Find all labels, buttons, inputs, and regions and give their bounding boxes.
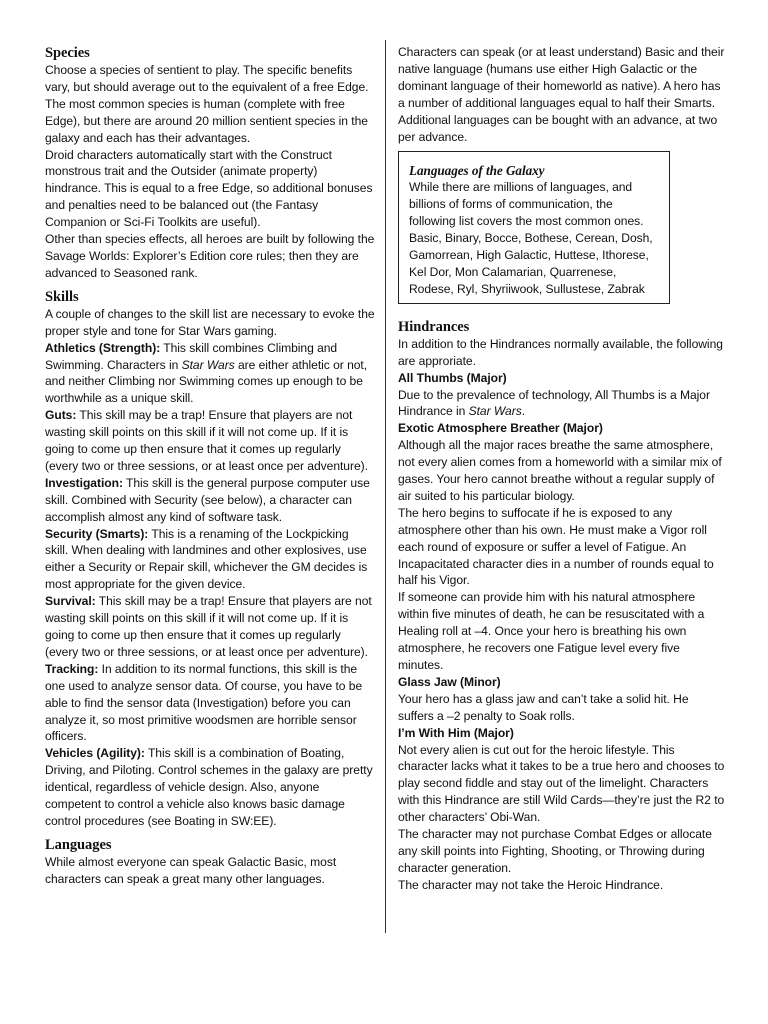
skill-tracking: Tracking: In addition to its normal functions, this skill is the one used to analyze sensor data. Of course, you have to be able to find the sensor data (Investigation) before you can analyze it, so most primitive woodsmen are horrible sensor officers.: [45, 661, 363, 744]
right-column: [398, 44, 726, 894]
sidebar-intro: While there are millions of languages, and billions of forms of communication, the following list covers the most common ones.: [409, 180, 644, 229]
hindrance-exotic-paragraph-3: If someone can provide him with his natural atmosphere within five minutes of death, he can be resuscitated with a Healing roll at –4. Once your hero is breathing his own atmosphere, he recovers one Fatigue level every five minutes.: [398, 590, 705, 672]
hindrance-glass-jaw-text: Your hero has a glass jaw and can’t take a solid hit. He suffers a –2 penalty to Soak rolls.: [398, 691, 689, 723]
skill-investigation-term: Investigation:: [45, 475, 123, 490]
species-heading: Species: [45, 45, 90, 61]
sidebar-language-list: Basic, Binary, Bocce, Bothese, Cerean, Dosh, Gamorrean, High Galactic, Huttese, Ithorese, Kel Dor, Mon Calamarian, Quarrenese, Rodese, Ryl, Shyriiwook, Sullustese, Zabrak: [409, 231, 653, 296]
species-paragraph-1: Choose a species of sentient to play. The specific benefits vary, but should average out to the equivalent of a free Edge. The most common species is human (complete with free Edge), but there are around 20 million sentient species in the galaxy and each has their advantages.: [45, 63, 369, 145]
hindrance-exotic-title: Exotic Atmosphere Breather (Major): [398, 421, 603, 436]
skill-vehicles: Vehicles (Agility): This skill is a combination of Boating, Driving, and Piloting. Control schemes in the galaxy are pretty identical, regardless of vehicle design. Also, anyone competent to control a vehicle also knows basic damage control procedures (see Boating in SW:EE).: [45, 746, 373, 828]
hindrances-intro: In addition to the Hindrances normally available, the following are approriate.: [398, 336, 723, 368]
hindrance-exotic-paragraph-1: Although all the major races breathe the same atmosphere, not every alien comes from a homeworld with a similar mix of gases. Your hero cannot breathe without a regular supply of air suited to his particular biology.: [398, 438, 722, 503]
skill-survival: Survival: This skill may be a trap! Ensure that players are not wasting skill points on this skill if it will not come up. If it is going to come up then ensure that it comes up regularly (every two or three sessions, or at least once per adventure).: [45, 594, 372, 659]
skills-heading: Skills: [45, 288, 79, 305]
hindrance-with-him-title: I’m With Him (Major): [398, 725, 514, 740]
hindrance-exotic-paragraph-2: The hero begins to suffocate if he is exposed to any atmosphere other than his own. He must make a Vigor roll each round of exposure or suffer a level of Fatigue. An Incapacitated character dies in a number of rounds equal to half his Vigor.: [398, 505, 714, 588]
sidebar-title: Languages of the Galaxy: [409, 163, 545, 179]
skill-security-term: Security (Smarts):: [45, 526, 149, 541]
skill-tracking-term: Tracking:: [45, 661, 99, 676]
hindrance-all-thumbs-text: Due to the prevalence of technology, All Thumbs is a Major Hindrance in Star Wars.: [398, 387, 710, 419]
languages-paragraph-1: While almost everyone can speak Galactic Basic, most characters can speak a great many other languages.: [45, 854, 337, 886]
hindrance-all-thumbs-title: All Thumbs (Major): [398, 370, 507, 385]
hindrances-heading: Hindrances: [398, 318, 470, 335]
skill-guts: Guts: This skill may be a trap! Ensure that players are not wasting skill points on this skill if it will not come up. If it is going to come up then ensure that it comes up regularly (every two or three sessions, or at least once per adventure).: [45, 408, 368, 473]
hindrance-with-him-paragraph-3: The character may not take the Heroic Hindrance.: [398, 877, 664, 892]
skills-intro: A couple of changes to the skill list are necessary to evoke the proper style and tone for Star Wars gaming.: [45, 306, 375, 338]
hindrance-with-him-paragraph-2: The character may not purchase Combat Edges or allocate any skill points into Fighting, Shooting, or Throwing during character generation.: [398, 827, 712, 875]
skill-athletics: Athletics (Strength): This skill combines Climbing and Swimming. Characters in Star Wars are either athletic or not, and neither Climbing nor Swimming comes up enough to be worthwhile as a unique skill.: [45, 340, 368, 406]
column-divider: [385, 40, 386, 933]
skill-guts-term: Guts:: [45, 408, 77, 423]
species-paragraph-3: Other than species effects, all heroes are built by following the Savage Worlds: Explorer’s Edition core rules; then they are advanced to Seasoned rank.: [45, 232, 375, 280]
skill-security: Security (Smarts): This is a renaming of the Lockpicking skill. When dealing with landmines and other explosives, use either a Security or Repair skill, whichever the GM decides is most appropriate for the given device.: [45, 526, 368, 592]
left-column: [45, 44, 375, 888]
skill-investigation: Investigation: This skill is the general purpose computer use skill. Combined with Security (see below), a character can accomplish almost any kind of software task.: [45, 475, 370, 524]
languages-paragraph-2: Characters can speak (or at least understand) Basic and their native language (humans use either High Galactic or the dominant language of their homeworld as native). A hero has a number of additional languages equal to half their Smarts. Additional languages can be bought with an advance, at two per advance.: [398, 45, 725, 144]
languages-sidebar: [398, 151, 670, 303]
skill-survival-term: Survival:: [45, 594, 96, 609]
skill-athletics-term: Athletics (Strength):: [45, 340, 161, 355]
hindrance-glass-jaw-title: Glass Jaw (Minor): [398, 674, 501, 689]
hindrance-with-him-paragraph-1: Not every alien is cut out for the heroic lifestyle. This character lacks what it takes to be a true hero and chooses to play second fiddle and stay out of the limelight. Characters with this Hindrance are still Wild Cards—they’re just the R2 to other characters’ Obi-Wan.: [398, 742, 725, 825]
skill-vehicles-term: Vehicles (Agility):: [45, 746, 145, 761]
species-paragraph-2: Droid characters automatically start with the Construct monstrous trait and the Outsider (animate property) hindrance. This is equal to a free Edge, so additional bonuses and penalties need to be balanced out (the Fantasy Companion or Sci-Fi Toolkits are useful).: [45, 147, 373, 230]
languages-heading: Languages: [45, 836, 112, 853]
